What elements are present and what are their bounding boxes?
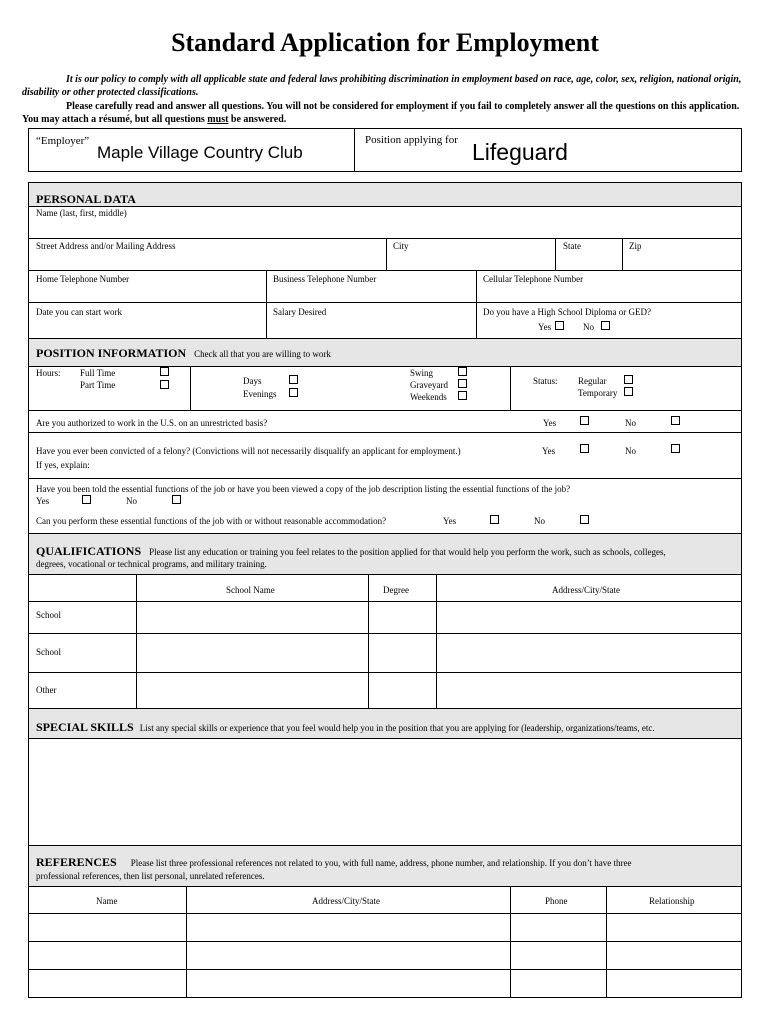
diploma-label: Do you have a High School Diploma or GED? <box>483 307 651 317</box>
rule <box>28 270 742 271</box>
qualifications-note-b: degrees, vocational or technical programs, and military training. <box>36 559 267 569</box>
full-time-checkbox[interactable] <box>160 367 169 376</box>
salary-label: Salary Desired <box>273 307 327 317</box>
qualifications-note-a: Please list any education or training you feel relates to the position applied for that would help you perform the work, such as schools, colleges, <box>149 547 666 557</box>
diploma-no-label: No <box>583 322 594 332</box>
ref-name-header: Name <box>96 896 118 906</box>
school-name-header: School Name <box>226 585 275 595</box>
diploma-yes-label: Yes <box>538 322 552 332</box>
personal-heading: PERSONAL DATA <box>36 192 136 206</box>
skills-heading <box>36 720 655 735</box>
authorized-no-label: No <box>625 418 636 428</box>
employer-label: “Employer” <box>36 135 90 147</box>
days-label: Days <box>243 376 262 386</box>
functions-yes-checkbox[interactable] <box>82 495 91 504</box>
felony-yes-checkbox[interactable] <box>580 444 589 453</box>
days-checkbox[interactable] <box>289 375 298 384</box>
instructions-text <box>22 100 752 126</box>
felony-no-checkbox[interactable] <box>671 444 680 453</box>
perform-yes-checkbox[interactable] <box>490 515 499 524</box>
part-time-label: Part Time <box>80 380 116 390</box>
divider <box>354 128 355 172</box>
divider <box>555 238 556 270</box>
status-label: Status: <box>533 376 558 386</box>
rule <box>28 206 742 207</box>
divider <box>510 366 511 410</box>
home-phone-label: Home Telephone Number <box>36 274 130 284</box>
instructions-must: must <box>207 114 229 125</box>
full-time-label: Full Time <box>80 368 116 378</box>
divider <box>266 270 267 338</box>
regular-label: Regular <box>578 376 607 386</box>
authorized-no-checkbox[interactable] <box>671 416 680 425</box>
rule <box>28 913 742 914</box>
rule <box>28 633 742 634</box>
start-date-label: Date you can start work <box>36 307 122 317</box>
rule <box>28 969 742 970</box>
swing-label: Swing <box>410 368 434 378</box>
rule <box>28 478 742 479</box>
employer-field[interactable]: Maple Village Country Club <box>97 143 303 162</box>
degree-header: Degree <box>383 585 409 595</box>
other-row-label: Other <box>36 685 57 695</box>
references-heading <box>36 855 632 870</box>
divider <box>190 366 191 410</box>
position-label: Position applying for <box>365 134 458 146</box>
address-header: Address/City/State <box>552 585 620 595</box>
divider <box>186 886 187 998</box>
rule <box>28 302 742 303</box>
authorized-yes-checkbox[interactable] <box>580 416 589 425</box>
state-label: State <box>563 241 581 251</box>
business-phone-label: Business Telephone Number <box>273 274 377 284</box>
divider <box>136 574 137 708</box>
authorized-yes-label: Yes <box>543 418 557 428</box>
qualifications-heading <box>36 544 666 559</box>
swing-checkbox[interactable] <box>458 367 467 376</box>
divider <box>606 886 607 998</box>
skills-note: List any special skills or experience that you feel would help you in the position that you are applying for (leadership, organizations/teams, etc. <box>139 723 655 733</box>
rule <box>28 601 742 602</box>
graveyard-label: Graveyard <box>410 380 448 390</box>
references-note-a: Please list three professional references not related to you, with full name, address, phone number, and relationship. If you don’t have three <box>130 858 632 868</box>
rule <box>28 366 742 367</box>
ref-address-header: Address/City/State <box>312 896 380 906</box>
divider <box>368 574 369 708</box>
weekends-label: Weekends <box>410 392 447 402</box>
skills-field[interactable] <box>29 739 741 845</box>
felony-no-label: No <box>625 446 636 456</box>
perform-no-label: No <box>534 516 545 526</box>
part-time-checkbox[interactable] <box>160 380 169 389</box>
divider <box>510 886 511 998</box>
page-title: Standard Application for Employment <box>171 28 599 57</box>
position-note: Check all that you are willing to work <box>194 349 331 359</box>
diploma-yes-checkbox[interactable] <box>555 321 564 330</box>
position-field[interactable]: Lifeguard <box>472 139 568 165</box>
graveyard-checkbox[interactable] <box>458 379 467 388</box>
rule <box>28 432 742 433</box>
qualifications-heading-text: QUALIFICATIONS <box>36 544 142 558</box>
name-label: Name (last, first, middle) <box>36 208 127 218</box>
ref-relationship-header: Relationship <box>649 896 695 906</box>
perform-no-checkbox[interactable] <box>580 515 589 524</box>
diploma-no-checkbox[interactable] <box>601 321 610 330</box>
divider <box>386 238 387 270</box>
city-label: City <box>393 241 409 251</box>
street-label: Street Address and/or Mailing Address <box>36 241 176 251</box>
rule <box>28 941 742 942</box>
ref-phone-header: Phone <box>545 896 568 906</box>
divider <box>436 574 437 708</box>
position-heading <box>36 346 331 361</box>
divider <box>476 270 477 338</box>
authorized-question: Are you authorized to work in the U.S. on an unrestricted basis? <box>36 418 268 428</box>
instructions-part-a: Please carefully read and answer all questions. You will not be considered for employment if you fail to completely answer all the questions on this application. You may attach a résumé, but all questions <box>22 101 740 125</box>
hours-label: Hours: <box>36 368 61 378</box>
policy-text: It is our policy to comply with all applicable state and federal laws prohibiting discrimination in employment based on race, age, color, sex, religion, national origin, disability or other protected classifications. <box>22 74 742 98</box>
temporary-label: Temporary <box>578 388 618 398</box>
position-heading-text: POSITION INFORMATION <box>36 346 187 360</box>
functions-yes-label: Yes <box>36 496 50 506</box>
references-heading-text: REFERENCES <box>36 855 117 869</box>
functions-question: Have you been told the essential functions of the job or have you been viewed a copy of the job description listing the essential functions of the job? <box>36 484 571 494</box>
functions-no-label: No <box>126 496 137 506</box>
temporary-checkbox[interactable] <box>624 387 633 396</box>
rule <box>28 238 742 239</box>
rule <box>28 410 742 411</box>
explain-label: If yes, explain: <box>36 460 90 470</box>
instructions-part-b: be answered. <box>228 114 287 125</box>
skills-heading-text: SPECIAL SKILLS <box>36 720 134 734</box>
felony-yes-label: Yes <box>542 446 556 456</box>
divider <box>622 238 623 270</box>
rule <box>28 672 742 673</box>
school-row-label: School <box>36 647 62 657</box>
functions-no-checkbox[interactable] <box>172 495 181 504</box>
perform-yes-label: Yes <box>443 516 457 526</box>
cell-phone-label: Cellular Telephone Number <box>483 274 584 284</box>
weekends-checkbox[interactable] <box>458 391 467 400</box>
rule <box>28 886 742 887</box>
school-row-label: School <box>36 610 62 620</box>
references-note-b: professional references, then list personal, unrelated references. <box>36 871 265 881</box>
zip-label: Zip <box>629 241 642 251</box>
regular-checkbox[interactable] <box>624 375 633 384</box>
felony-question: Have you ever been convicted of a felony? (Convictions will not necessarily disqualify an applicant for employment.) <box>36 446 461 456</box>
perform-question: Can you perform these essential functions of the job with or without reasonable accommodation? <box>36 516 387 526</box>
evenings-label: Evenings <box>243 389 277 399</box>
evenings-checkbox[interactable] <box>289 388 298 397</box>
